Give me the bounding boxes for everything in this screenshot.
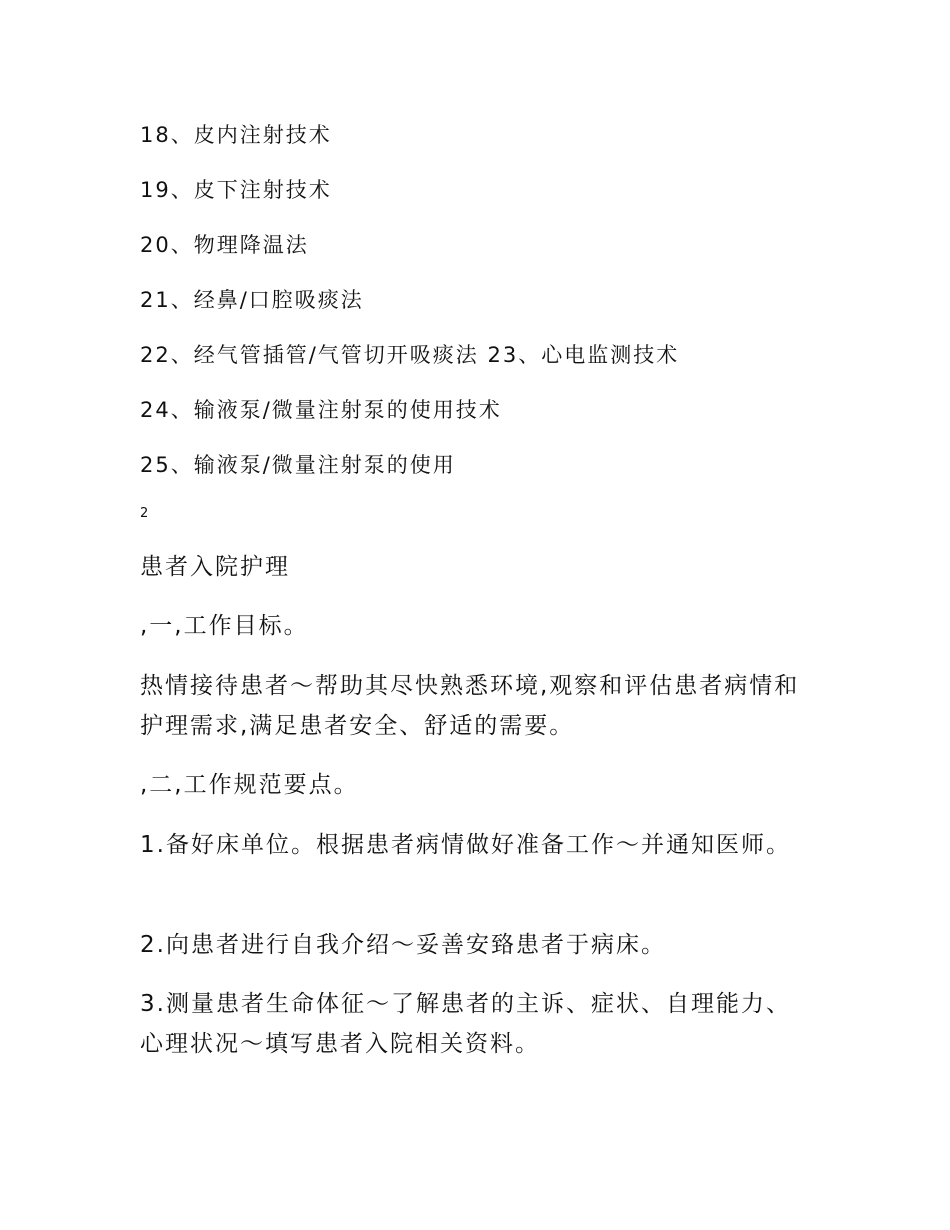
standard-point: 3.测量患者生命体征～了解患者的主诉、症状、自理能力、心理状况～填写患者入院相关资料。 [140, 991, 791, 1057]
list-item: 25、输液泵/微量注射泵的使用 [140, 453, 456, 477]
list-item: 18、皮内注射技术 [140, 123, 332, 147]
list-item: 22、经气管插管/气管切开吸痰法 23、心电监测技术 [140, 343, 680, 367]
standard-point: 2.向患者进行自我介绍～妥善安臵患者于病床。 [140, 932, 666, 958]
list-item: 19、皮下注射技术 [140, 178, 332, 202]
list-item: 20、物理降温法 [140, 233, 309, 257]
section-heading-goals: ,一,工作目标。 [140, 613, 309, 639]
section-heading-standards: ,二,工作规范要点。 [140, 772, 359, 798]
goal-paragraph: 热情接待患者～帮助其尽快熟悉环境,观察和评估患者病情和护理需求,满足患者安全、舒适的需要。 [140, 673, 800, 739]
page-number: 2 [140, 506, 149, 521]
list-item: 24、输液泵/微量注射泵的使用技术 [140, 398, 502, 422]
list-item: 21、经鼻/口腔吸痰法 [140, 288, 364, 312]
standard-point: 1.备好床单位。根据患者病情做好准备工作～并通知医师。 [140, 832, 791, 858]
section-title: 患者入院护理 [140, 554, 290, 580]
